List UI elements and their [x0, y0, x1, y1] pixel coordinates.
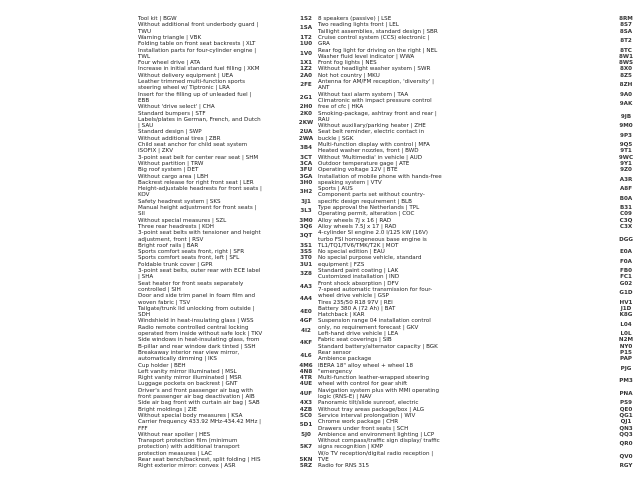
option-code: 2UA [299, 129, 313, 136]
option-code: 1T2 [300, 34, 312, 41]
option-code: 5K7 [299, 444, 313, 451]
option-code: 4A4 [299, 296, 313, 303]
option-code: 2WA [298, 135, 314, 142]
equipment-description-line: Manual height adjustment for front seats | [138, 205, 257, 211]
equipment-description-line: Without additional front underbody guard | [138, 22, 259, 29]
equipment-description-line: Smoking-package, ashtray front and rear | [318, 110, 437, 117]
equipment-description-line: Labels/plates in German, French, and Dutch [138, 116, 261, 123]
equipment-description-line: Side air bag front with curtain air bag | SAB [138, 400, 260, 407]
equipment-description-line: Right vanity mirror illuminated | MSR [138, 375, 242, 382]
option-code: A3R [619, 176, 633, 183]
equipment-description-line: Suspension range 04 installation control [318, 318, 431, 325]
option-code: 3L3 [300, 208, 312, 215]
equipment-description-line: Not hot country | MKU [318, 72, 380, 79]
option-code: 4X3 [299, 400, 313, 407]
equipment-description-line: 4-cylinder SI engine 2.0 l/125 kW (16V) [318, 230, 428, 237]
equipment-description-line: Ambience package [318, 356, 372, 363]
equipment-description-line: Battery 380 A (72 Ah) | BAT [318, 305, 396, 312]
option-code: 3CA [299, 160, 313, 167]
option-code: 3B4 [299, 145, 313, 152]
option-code: 4I2 [301, 327, 311, 334]
equipment-description-line: Right exterior mirror: convex | ASR [138, 463, 236, 470]
equipment-description-line: Insert for the filling up of unleaded fuel | [138, 91, 252, 98]
equipment-description-line: No special edition | EAU [318, 249, 385, 256]
option-code: 4L6 [300, 353, 312, 360]
equipment-description-line: 7-speed automatic transmission for four- [318, 286, 433, 293]
equipment-description-line: Alloy wheels 7.5J x 17 | RAD [318, 223, 397, 230]
equipment-description-line: Without tray areas package/box | ALG [318, 406, 425, 413]
equipment-description-line: Safety headrest system | SKS [138, 198, 221, 205]
option-code: QQ3 [619, 431, 633, 438]
option-code: 9A0 [619, 91, 633, 98]
equipment-description-line: RAU [318, 116, 330, 123]
option-code: G02 [619, 280, 633, 287]
option-code: G1D [619, 290, 633, 297]
option-code: 2H0 [299, 104, 313, 111]
option-code: 8T2 [620, 38, 632, 45]
equipment-description-line: SII [138, 211, 145, 218]
equipment-description-line: Navigation system plus with MMI operating [318, 387, 440, 394]
equipment-description-line: Without headlight washer system | SWR [318, 66, 431, 73]
equipment-description-line: Standard design | SWP [138, 129, 202, 136]
option-code: K8G [619, 312, 633, 319]
option-code: 3M0 [299, 217, 313, 224]
equipment-description-line: Panoramic tilt/slide sunroof, electric [318, 400, 419, 407]
option-code: PJG [620, 365, 632, 372]
equipment-description-line: Ambience and environment lighting | LCP [318, 431, 435, 438]
option-code: PM3 [619, 378, 633, 385]
option-code: 2G1 [299, 94, 313, 101]
option-code: FC1 [620, 274, 632, 281]
option-code: 8S7 [620, 22, 632, 29]
equipment-description-line: Left vanity mirror illuminated | MSL [138, 368, 237, 375]
equipment-description-line: KOV [138, 192, 150, 199]
option-code: 3H0 [299, 179, 313, 186]
equipment-description-line: Service interval prolongation | WIV [318, 412, 416, 419]
equipment-description-line: Chrome work package | CHR [318, 419, 399, 426]
option-code: RGY [619, 463, 633, 470]
equipment-description-line: Four wheel drive | ATA [138, 60, 201, 67]
equipment-description-line: Antenna for AM/FM reception, 'diversity' | [318, 79, 434, 85]
equipment-description-line: No special purpose vehicle, standard [318, 255, 422, 262]
option-code: E0A [619, 249, 633, 256]
option-code: 8WS [618, 60, 634, 67]
option-code: 5C0 [300, 412, 312, 419]
equipment-description-line: Height-adjustable headrests for front seats | [138, 186, 262, 193]
equipment-description-line: Cruise control system (CCS) electronic | [318, 34, 430, 41]
equipment-description-line: turbo FSI homogeneous base engine is [318, 236, 427, 243]
option-code: 3U1 [299, 261, 313, 268]
equipment-description-line: Rear sensor [318, 349, 352, 356]
equipment-description-line: automatically dimming | IKS [138, 356, 217, 363]
equipment-description-line: Without delivery equipment | UEA [138, 72, 234, 79]
option-code: L04 [620, 321, 632, 328]
equipment-description-line: Without special measures | SZL [138, 217, 227, 224]
option-code: C3Q [619, 217, 633, 224]
equipment-description-line: equipment | FZS [318, 261, 365, 268]
equipment-description-line: Transport protection film (minimum [138, 438, 238, 445]
option-code: 1V0 [299, 50, 313, 57]
equipment-description-line: controlled | SIH [138, 286, 181, 293]
option-code: PAP [619, 356, 632, 363]
option-code: N2M [618, 337, 634, 344]
equipment-description-line: Tailgate/trunk lid unlocking from outside | [138, 305, 255, 312]
option-code: QV0 [619, 453, 633, 460]
option-code: 4TR [299, 375, 312, 382]
option-code: 4A3 [299, 283, 313, 290]
equipment-description-line: Installation parts for four-cylinder engine | [138, 47, 257, 54]
option-code: B31 [619, 205, 633, 211]
option-code: 3S1 [300, 242, 312, 249]
equipment-description-line: Without partition | TRW [138, 160, 204, 167]
equipment-description-line: Standard bumpers | STF [138, 110, 206, 117]
equipment-description-line: FFF [138, 425, 148, 432]
option-code: 8RM [619, 16, 633, 22]
equipment-description-line: ISOFIX | ZKV [138, 148, 174, 155]
option-code: 8X0 [619, 66, 633, 73]
equipment-description-line: Luggage pockets on backrest | GNT [138, 381, 238, 388]
option-code: 4M6 [299, 362, 313, 369]
equipment-description-line: Rear fog light for driving on the right | NEL [318, 47, 438, 54]
option-code: 9Y1 [620, 160, 632, 167]
equipment-description-line: Bright roof rails | BAR [138, 242, 199, 249]
equipment-description-line: W/o TV reception/digital radio reception | [318, 450, 434, 457]
option-code: F0A [619, 258, 633, 265]
equipment-description-line: Breakaway interior rear view mirror, [138, 349, 240, 356]
equipment-description-line: wheel drive vehicle | GSP [318, 293, 389, 300]
equipment-description-line: "emergency [318, 368, 353, 375]
option-code: 2K0 [299, 110, 313, 117]
option-code: 9T1 [620, 148, 632, 155]
option-code: 3CT [300, 154, 312, 161]
equipment-description-line: only, no requirement forecast | GKV [318, 324, 419, 331]
equipment-description-line: speaking system | VTV [318, 179, 382, 186]
option-code: 3J1 [301, 198, 311, 205]
option-code: 5J0 [301, 431, 311, 438]
equipment-description-line: adjustment, front | RSV [138, 236, 204, 243]
option-code: 4KF [299, 340, 313, 347]
equipment-description-line: Two reading lights front | LEL [318, 22, 399, 29]
option-code: 1X1 [299, 60, 313, 67]
option-code: 9WC [618, 154, 634, 161]
equipment-description-line: Child seat anchor for child seat system [138, 142, 248, 148]
equipment-description-line: Without special body measures | KSA [138, 412, 243, 419]
equipment-description-line: Sports comfort seats front, left | SFL [138, 255, 240, 262]
option-code: 3H2 [299, 189, 313, 196]
equipment-description-line: Without 'drive select' | CHA [138, 104, 215, 111]
option-code: 1Z2 [300, 66, 312, 73]
option-code: 4N8 [299, 368, 313, 375]
option-code: 9P3 [620, 132, 632, 139]
option-code: J1D [620, 305, 632, 312]
equipment-description-line: Without compass/traffic sign display/ traffic [318, 438, 440, 445]
equipment-description-line: Sports | AUS [318, 186, 353, 193]
option-code: P15 [620, 349, 632, 356]
equipment-description-line: Increase in initial standard fuel filling | XKM [138, 66, 260, 73]
option-code: 2KW [298, 119, 314, 126]
equipment-description-line: 3-point seat belts, outer rear with ECE label [138, 268, 261, 274]
equipment-description-line: free of cfc | HKA [318, 104, 364, 111]
equipment-description-line: Folding table on front seat backrests | XLT [138, 41, 256, 48]
equipment-description-line: operated from inside without safe lock | TKV [138, 331, 263, 337]
equipment-description-line: IBERA 18" alloy wheel + wheel 18 [318, 362, 414, 369]
option-code: PS9 [619, 400, 633, 407]
option-code: QR0 [619, 441, 633, 448]
equipment-description-line: Installation of mobile phone with hands-free [318, 173, 442, 180]
equipment-description-line: protection measures | LAC [138, 450, 212, 457]
equipment-description-line: signs recognition | KMP [318, 444, 384, 451]
equipment-description-line: Rear seat bench/backrest, split folding | HIS [138, 457, 261, 463]
equipment-description-line: specific design requirement | BLB [318, 198, 412, 205]
option-code: C09 [620, 211, 632, 218]
option-code: DGG [619, 236, 633, 243]
option-code: 5RZ [299, 463, 313, 470]
equipment-description-line: EBB [138, 97, 150, 104]
option-code: 1U0 [299, 41, 313, 48]
equipment-description-line: wheel with control for gear shift [318, 381, 408, 388]
equipment-description-line: Operating permit, alteration | COC [318, 211, 415, 218]
option-code: 3GA [299, 173, 313, 180]
option-code: L0L [620, 331, 632, 337]
equipment-description-line: Side windows in heat-insulating glass, from [138, 337, 260, 344]
equipment-description-line: Warning triangle | VBK [138, 34, 202, 41]
option-code: 8ZH [619, 82, 633, 89]
equipment-description-line: 8 speakers (passive) | LSE [318, 16, 392, 22]
equipment-description-line: Radio for RNS 315 [318, 463, 370, 470]
equipment-description-line: logic (RNS-E) | NAV [318, 394, 372, 400]
equipment-description-line: protection) with additional transport [138, 444, 240, 451]
option-code: 8W1 [619, 53, 633, 60]
equipment-description-line: Without taxi alarm system | TAA [318, 91, 409, 98]
equipment-description-line: buckle | SGK [318, 135, 354, 142]
equipment-description-line: | SAU [138, 123, 154, 130]
equipment-description-line: Component parts set without country- [318, 192, 425, 199]
equipment-description-line: 3-point seat belt for center rear seat | SHM [138, 154, 259, 161]
equipment-description-line: Seat belt reminder, electric contact in [318, 129, 425, 136]
equipment-description-line: Multi-function leather-wrapped steering [318, 375, 429, 382]
equipment-description-line: Front fog lights | NES [318, 60, 377, 67]
equipment-description-line: Foldable trunk cover | GPR [138, 261, 213, 268]
option-code: 8SA [619, 28, 633, 35]
equipment-description-line: Heated washer nozzles, front | BWD [318, 148, 419, 155]
equipment-description-line: Big roof system | DET [138, 167, 199, 174]
equipment-description-line: Radio remote controlled central locking [138, 324, 249, 331]
option-code: 2FE [300, 82, 312, 89]
option-code: HV1 [619, 299, 633, 306]
equipment-description-line: Climatronic with impact pressure control [318, 97, 432, 104]
equipment-description-line: Alloy wheels 7J x 16 | RAD [318, 217, 392, 224]
equipment-description-line: Driver's and front passenger air bag with [138, 387, 253, 394]
equipment-description-line: TL1/TQ1/TV6/TMK/T2K | MOT [318, 242, 399, 249]
option-code: 9M0 [619, 123, 633, 130]
equipment-description-line: TWL [138, 53, 151, 60]
option-code: FB0 [620, 268, 632, 274]
equipment-description-line: Without 'Multimedia' in vehicle | AUD [318, 154, 423, 161]
option-code: 8Z5 [620, 72, 632, 79]
equipment-description-line: Taillight assemblies, standard design | SBR [318, 28, 438, 35]
equipment-description-line: Type approval the Netherlands | TPL [318, 205, 420, 211]
option-code: PNA [619, 390, 633, 397]
equipment-description-line: Sports comfort seats front, right | SFR [138, 249, 245, 256]
equipment-description-line: woven fabric | TSV [138, 299, 191, 306]
equipment-description-line: ANT [318, 85, 330, 92]
option-code: 3Z8 [300, 271, 312, 278]
equipment-description-line: Washer fluid level indicator | WWA [318, 53, 415, 60]
equipment-description-line: Door and side trim panel in foam film and [138, 293, 256, 300]
equipment-description-line: Multi-function display with control | MFA [318, 142, 430, 148]
equipment-description-line: | SHA [138, 274, 154, 281]
option-code: C3X [619, 223, 633, 230]
option-code: 3QT [299, 233, 313, 240]
equipment-description-line: Without auxiliary/parking heater | ZHE [318, 123, 426, 130]
equipment-description-line: Customized installation | IND [318, 274, 400, 281]
option-code: QG1 [619, 412, 633, 419]
equipment-description-line: Windshield in heat-insulating glass | WSS [138, 318, 254, 325]
equipment-description-line: Without cargo area | LBH [138, 173, 209, 180]
option-code: 3T0 [300, 255, 312, 262]
equipment-description-line: Hatchback | KAR [318, 312, 365, 319]
equipment-description-line: Leather trimmed multi-function sports [138, 79, 246, 85]
option-code: QN3 [619, 425, 633, 432]
equipment-description-line: 3-point seat belts with tensioner and height [138, 230, 261, 237]
equipment-description-line: Operating voltage 12V | BTE [318, 167, 398, 174]
option-code: 4E0 [300, 308, 312, 315]
equipment-description-line: steering wheel w/ Tiptronic | LRA [138, 85, 230, 92]
option-code: 4UE [299, 381, 313, 388]
option-code: A8F [619, 186, 633, 193]
option-code: 2A0 [299, 72, 313, 79]
equipment-description-line: TVE [318, 457, 329, 463]
option-code: 4ZB [299, 406, 313, 413]
equipment-description-line: Three rear headrests | KOH [138, 223, 214, 230]
equipment-description-line: Standard paint coating | LAK [318, 268, 399, 274]
equipment-description-line: Drawers under front seats | SCH [318, 425, 409, 432]
equipment-description-line: SDH [138, 312, 151, 319]
equipment-description-line: Seat heater for front seats separately [138, 280, 244, 287]
option-code: 9Q5 [619, 142, 633, 148]
option-code: QE0 [619, 406, 633, 413]
equipment-description-line: Tool kit | BGW [138, 16, 177, 22]
option-code: 9AK [619, 101, 633, 108]
option-code: 4GF [299, 318, 313, 325]
option-code: 9Z0 [620, 167, 632, 174]
equipment-description-line: TWU [138, 28, 152, 35]
equipment-description-line: Front shock absorption | DFV [318, 280, 399, 287]
equipment-description-line: Bright moldings | ZIE [138, 406, 197, 413]
equipment-description-line: Without additional tires | ZBR [138, 135, 221, 142]
equipment-description-line: Left-hand drive vehicle | LEA [318, 331, 399, 337]
option-code: 8TC [620, 47, 632, 54]
option-code: 9JB [620, 113, 632, 120]
equipment-description-line: Outdoor temperature gage | ATE [318, 160, 410, 167]
option-code: 4UF [299, 390, 313, 397]
option-code: B0A [619, 195, 633, 202]
option-code: 5D1 [299, 422, 313, 429]
equipment-description-line: Cup holder | BEH [138, 362, 186, 369]
option-code: NY0 [619, 343, 633, 350]
equipment-description-line: Standard battery/alternator capacity | BGK [318, 343, 438, 350]
equipment-description-line: Tires 235/50 R18 97V | REI [318, 299, 393, 306]
equipment-description-line: Without rear spoiler | HES [138, 431, 211, 438]
option-code: 3Q6 [299, 223, 313, 230]
equipment-description-line: Carrier frequency 433.92 MHz-434.42 MHz | [138, 419, 262, 426]
option-code: 3FU [299, 167, 313, 174]
option-code: 1S2 [300, 16, 312, 22]
option-code: 1SA [299, 25, 313, 32]
option-code: QJ1 [620, 419, 632, 426]
option-code: 3S5 [300, 249, 312, 256]
equipment-description-line: B-pillar and rear window dark tinted | SSH [138, 343, 256, 350]
equipment-description-line: GRA [318, 41, 330, 48]
equipment-description-line: Fabric seat coverings | SIB [318, 337, 392, 344]
equipment-description-line: Backrest release for right front seat | LER [138, 179, 254, 186]
equipment-description-line: front passenger air bag deactivation | AIB [138, 394, 255, 400]
option-code: 5KN [299, 457, 313, 463]
